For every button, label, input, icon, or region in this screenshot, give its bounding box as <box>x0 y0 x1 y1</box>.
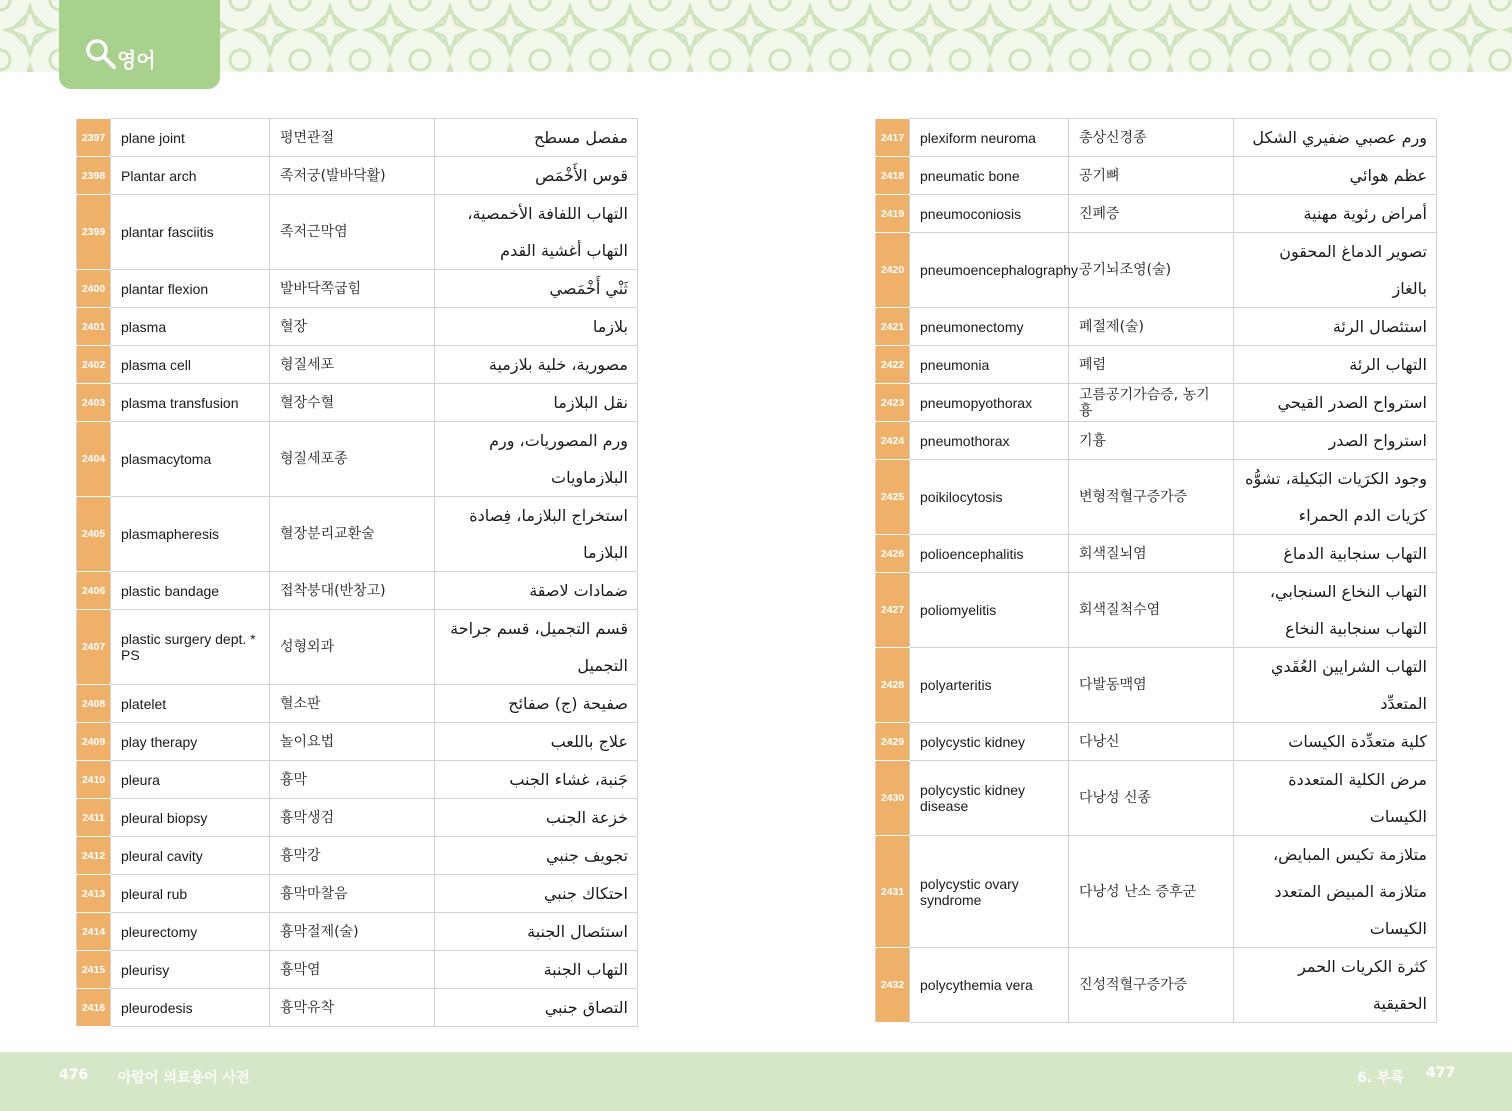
english-term: plexiform neuroma <box>910 119 1069 157</box>
arabic-term <box>435 875 638 913</box>
arabic-term-line: التصاق جنبي <box>544 998 628 1017</box>
english-term: pleurectomy <box>111 913 270 951</box>
arabic-term-line: البلازما <box>583 543 628 562</box>
table-row <box>876 648 1437 723</box>
arabic-term <box>1234 233 1437 308</box>
korean-term: 폐절제(술) <box>1069 308 1234 346</box>
english-term: pneumoconiosis <box>910 195 1069 233</box>
english-term: plasma cell <box>111 346 270 384</box>
korean-term: 회색질척수염 <box>1069 573 1234 648</box>
arabic-term <box>1234 384 1437 422</box>
table-row <box>77 837 638 875</box>
table-row <box>77 685 638 723</box>
entry-number: 2414 <box>77 913 111 951</box>
decorative-pattern-band <box>0 0 1512 72</box>
arabic-term-line: وجود الكرَيات البَكيلة، تشوُّه <box>1245 469 1427 488</box>
arabic-term-line: بالغاز <box>1392 279 1427 298</box>
arabic-term <box>1234 836 1437 948</box>
arabic-term <box>435 799 638 837</box>
table-row <box>77 799 638 837</box>
arabic-term-line: التهاب الجنبة <box>543 960 628 979</box>
arabic-term-line: استئصال الرئة <box>1332 317 1427 336</box>
table-row <box>876 308 1437 346</box>
arabic-term <box>1234 948 1437 1023</box>
arabic-term-line: البلازماويات <box>551 468 628 487</box>
table-row <box>77 723 638 761</box>
table-row <box>876 384 1437 422</box>
arabic-term-line: مرض الكلية المتعددة <box>1288 770 1427 789</box>
english-term: plantar flexion <box>111 270 270 308</box>
korean-term: 족저궁(발바닥활) <box>270 157 435 195</box>
entry-number: 2428 <box>876 648 910 723</box>
korean-term: 흉막생검 <box>270 799 435 837</box>
english-term: pneumonectomy <box>910 308 1069 346</box>
entry-number: 2426 <box>876 535 910 573</box>
entry-number: 2423 <box>876 384 910 422</box>
korean-term: 진폐증 <box>1069 195 1234 233</box>
entry-number: 2432 <box>876 948 910 1023</box>
arabic-term-line: التجميل <box>577 656 628 675</box>
table-row <box>876 195 1437 233</box>
entry-number: 2398 <box>77 157 111 195</box>
arabic-term <box>435 572 638 610</box>
korean-term: 혈소판 <box>270 685 435 723</box>
arabic-term-line: قوس الأَخْمَص <box>535 166 628 185</box>
arabic-term <box>435 346 638 384</box>
arabic-term-line: ورم المصوريات، ورم <box>489 431 628 450</box>
right-page-number: 477 <box>1426 1065 1456 1081</box>
entry-number: 2424 <box>876 422 910 460</box>
table-row <box>876 535 1437 573</box>
korean-term: 다낭신 <box>1069 723 1234 761</box>
table-row <box>77 270 638 308</box>
korean-term: 흉막마찰음 <box>270 875 435 913</box>
korean-term: 다낭성 난소 증후군 <box>1069 836 1234 948</box>
arabic-term-line: الكيسات <box>1369 919 1427 938</box>
arabic-term-line: كثرة الكريات الحمر الحقيقية <box>1298 957 1427 1013</box>
english-term: plasmapheresis <box>111 497 270 572</box>
english-term: polyarteritis <box>910 648 1069 723</box>
korean-term: 변형적혈구증가증 <box>1069 460 1234 535</box>
arabic-term-line: التهاب اللفافة الأخمصية، <box>467 204 628 223</box>
islamic-pattern <box>0 0 1512 72</box>
english-term: pneumopyothorax <box>910 384 1069 422</box>
entry-number: 2418 <box>876 157 910 195</box>
arabic-term <box>1234 648 1437 723</box>
korean-term: 혈장수혈 <box>270 384 435 422</box>
english-term: plastic surgery dept. * PS <box>111 610 270 685</box>
entry-number: 2425 <box>876 460 910 535</box>
table-row <box>876 460 1437 535</box>
arabic-term-line: تجويف جنبي <box>545 846 628 865</box>
arabic-term <box>1234 422 1437 460</box>
arabic-term-line: متلازمة المبيض المتعدد <box>1274 882 1427 901</box>
entry-number: 2421 <box>876 308 910 346</box>
table-row <box>77 422 638 497</box>
arabic-term-line: ورم عصبي ضفيري الشكل <box>1252 128 1427 147</box>
arabic-term <box>435 497 638 572</box>
english-term: poliomyelitis <box>910 573 1069 648</box>
arabic-term <box>435 761 638 799</box>
arabic-term-line: قسم التجميل، قسم جراحة <box>450 619 628 638</box>
english-term: pleural rub <box>111 875 270 913</box>
table-row <box>77 384 638 422</box>
right-dictionary-table <box>875 118 1437 1023</box>
table-row <box>876 836 1437 948</box>
table-row <box>77 989 638 1027</box>
arabic-term-line: أمراض رئوية مهنية <box>1303 204 1427 223</box>
entry-number: 2408 <box>77 685 111 723</box>
table-row <box>77 195 638 270</box>
korean-term: 회색질뇌염 <box>1069 535 1234 573</box>
english-term: pleurisy <box>111 951 270 989</box>
korean-term: 혈장분리교환술 <box>270 497 435 572</box>
arabic-term-line: التهاب سنجابية الدماغ <box>1283 544 1427 563</box>
arabic-term <box>435 685 638 723</box>
arabic-term <box>1234 119 1437 157</box>
table-row <box>876 948 1437 1023</box>
arabic-term <box>435 270 638 308</box>
table-row <box>77 346 638 384</box>
korean-term: 진성적혈구증가증 <box>1069 948 1234 1023</box>
korean-term: 흉막유착 <box>270 989 435 1027</box>
english-term: plantar fasciitis <box>111 195 270 270</box>
korean-term: 발바닥쪽굽힘 <box>270 270 435 308</box>
left-dictionary-table <box>76 118 638 1027</box>
entry-number: 2430 <box>876 761 910 836</box>
entry-number: 2406 <box>77 572 111 610</box>
english-term: play therapy <box>111 723 270 761</box>
left-page-number: 476 <box>59 1067 89 1083</box>
korean-term: 폐렴 <box>1069 346 1234 384</box>
arabic-term-line: المتعدِّد <box>1380 694 1427 713</box>
arabic-term-line: ضمادات لاصقة <box>529 581 628 600</box>
table-row <box>876 422 1437 460</box>
korean-term: 족저근막염 <box>270 195 435 270</box>
english-term: pleurodesis <box>111 989 270 1027</box>
arabic-term-line: احتكاك جنبي <box>543 884 628 903</box>
english-term: plasma <box>111 308 270 346</box>
arabic-term <box>435 157 638 195</box>
entry-number: 2422 <box>876 346 910 384</box>
table-row <box>77 497 638 572</box>
entry-number: 2400 <box>77 270 111 308</box>
english-term: polioencephalitis <box>910 535 1069 573</box>
entry-number: 2411 <box>77 799 111 837</box>
arabic-term-line: عظم هوائي <box>1349 166 1427 185</box>
table-row <box>77 951 638 989</box>
korean-term: 혈장 <box>270 308 435 346</box>
english-term: plane joint <box>111 119 270 157</box>
entry-number: 2413 <box>77 875 111 913</box>
korean-term: 형질세포종 <box>270 422 435 497</box>
english-term: platelet <box>111 685 270 723</box>
arabic-term <box>435 384 638 422</box>
table-row <box>77 875 638 913</box>
entry-number: 2409 <box>77 723 111 761</box>
entry-number: 2405 <box>77 497 111 572</box>
arabic-term-line: كلية متعدِّدة الكيسات <box>1288 732 1427 751</box>
arabic-term <box>1234 535 1437 573</box>
arabic-term <box>435 989 638 1027</box>
table-row <box>77 157 638 195</box>
table-row <box>876 761 1437 836</box>
arabic-term-line: صفيحة (ج) صفائح <box>508 694 628 713</box>
korean-term: 공기뇌조영(술) <box>1069 233 1234 308</box>
entry-number: 2429 <box>876 723 910 761</box>
left-table-body <box>77 119 638 1027</box>
arabic-term-line: استخراج البلازما، فِصادة <box>469 506 628 525</box>
table-row <box>77 913 638 951</box>
entry-number: 2431 <box>876 836 910 948</box>
entry-number: 2417 <box>876 119 910 157</box>
entry-number: 2407 <box>77 610 111 685</box>
korean-term: 공기뼈 <box>1069 157 1234 195</box>
arabic-term-line: التهاب الرئة <box>1349 355 1427 374</box>
korean-term: 흉막절제(술) <box>270 913 435 951</box>
table-row <box>77 308 638 346</box>
arabic-term-line: الكيسات <box>1369 807 1427 826</box>
section-label: 영어 <box>117 48 156 72</box>
arabic-term <box>435 422 638 497</box>
arabic-term <box>1234 723 1437 761</box>
table-row <box>876 573 1437 648</box>
entry-number: 2419 <box>876 195 910 233</box>
english-term: plastic bandage <box>111 572 270 610</box>
arabic-term-line: مفصل مسطح <box>533 128 628 147</box>
korean-term: 평면관절 <box>270 119 435 157</box>
entry-number: 2420 <box>876 233 910 308</box>
entry-number: 2399 <box>77 195 111 270</box>
arabic-term <box>1234 761 1437 836</box>
table-row <box>77 610 638 685</box>
table-row <box>876 157 1437 195</box>
entry-number: 2416 <box>77 989 111 1027</box>
arabic-term <box>435 610 638 685</box>
entry-number: 2415 <box>77 951 111 989</box>
korean-term: 형질세포 <box>270 346 435 384</box>
english-term: pneumoencephalography <box>910 233 1069 308</box>
arabic-term-line: التهاب سنجابية النخاع <box>1285 619 1427 638</box>
english-term: polycystic ovary syndrome <box>910 836 1069 948</box>
arabic-term <box>435 913 638 951</box>
table-row <box>77 119 638 157</box>
arabic-term <box>435 723 638 761</box>
korean-term: 고름공기가슴증, 농기흉 <box>1069 384 1234 422</box>
korean-term: 성형외과 <box>270 610 435 685</box>
entry-number: 2427 <box>876 573 910 648</box>
english-term: polycystic kidney <box>910 723 1069 761</box>
arabic-term-line: جَنبة، غشاء الجنب <box>509 770 628 789</box>
korean-term: 흉막강 <box>270 837 435 875</box>
korean-term: 기흉 <box>1069 422 1234 460</box>
chapter-title: 6. 부록 <box>1357 1070 1404 1086</box>
arabic-term <box>1234 573 1437 648</box>
arabic-term <box>435 119 638 157</box>
english-term: pneumatic bone <box>910 157 1069 195</box>
table-row <box>876 346 1437 384</box>
section-tab <box>59 0 220 89</box>
right-table-body <box>876 119 1437 1023</box>
korean-term: 놀이요법 <box>270 723 435 761</box>
english-term: pneumonia <box>910 346 1069 384</box>
english-term: plasmacytoma <box>111 422 270 497</box>
book-title: 아랍어 의료용어 사전 <box>118 1070 250 1086</box>
english-term: polycythemia vera <box>910 948 1069 1023</box>
english-term: poikilocytosis <box>910 460 1069 535</box>
arabic-term <box>1234 460 1437 535</box>
entry-number: 2412 <box>77 837 111 875</box>
arabic-term <box>1234 308 1437 346</box>
arabic-term-line: استرواح الصدر <box>1328 431 1427 450</box>
korean-term: 흉막염 <box>270 951 435 989</box>
arabic-term <box>1234 346 1437 384</box>
arabic-term-line: نقل البلازما <box>553 393 628 412</box>
arabic-term-line: التهاب الشرايين العُقَدي <box>1270 657 1427 676</box>
arabic-term <box>1234 157 1437 195</box>
arabic-term-line: مصورية، خلية بلازمية <box>488 355 628 374</box>
korean-term: 흉막 <box>270 761 435 799</box>
arabic-term <box>435 951 638 989</box>
arabic-term-line: التهاب أغشية القدم <box>500 241 628 260</box>
entry-number: 2403 <box>77 384 111 422</box>
arabic-term <box>435 195 638 270</box>
table-row <box>876 233 1437 308</box>
arabic-term <box>435 837 638 875</box>
english-term: plasma transfusion <box>111 384 270 422</box>
table-row <box>77 761 638 799</box>
english-term: pleural biopsy <box>111 799 270 837</box>
arabic-term-line: تصوير الدماغ المحقون <box>1279 242 1427 261</box>
arabic-term-line: ثَنْي أَخْمَصي <box>549 279 628 298</box>
table-row <box>876 119 1437 157</box>
arabic-term-line: خزعة الجنب <box>545 808 628 827</box>
page-footer <box>0 1052 1512 1111</box>
entry-number: 2404 <box>77 422 111 497</box>
table-row <box>876 723 1437 761</box>
arabic-term-line: بلازما <box>592 317 628 336</box>
korean-term: 다낭성 신종 <box>1069 761 1234 836</box>
table-row <box>77 572 638 610</box>
english-term: pleural cavity <box>111 837 270 875</box>
arabic-term-line: متلازمة تكيس المبايض، <box>1273 845 1427 864</box>
korean-term: 총상신경종 <box>1069 119 1234 157</box>
arabic-term-line: استئصال الجنبة <box>527 922 628 941</box>
entry-number: 2402 <box>77 346 111 384</box>
korean-term: 다발동맥염 <box>1069 648 1234 723</box>
korean-term: 접착붕대(반창고) <box>270 572 435 610</box>
arabic-term <box>1234 195 1437 233</box>
entry-number: 2397 <box>77 119 111 157</box>
search-icon <box>85 38 117 70</box>
english-term: pleura <box>111 761 270 799</box>
entry-number: 2401 <box>77 308 111 346</box>
arabic-term <box>435 308 638 346</box>
english-term: polycystic kidney disease <box>910 761 1069 836</box>
arabic-term-line: التهاب النخاع السنجابي، <box>1269 582 1427 601</box>
arabic-term-line: استرواح الصدر القيحي <box>1277 393 1427 412</box>
english-term: pneumothorax <box>910 422 1069 460</box>
arabic-term-line: كرَيات الدم الحمراء <box>1298 506 1427 525</box>
entry-number: 2410 <box>77 761 111 799</box>
english-term: Plantar arch <box>111 157 270 195</box>
arabic-term-line: علاج باللعب <box>550 732 628 751</box>
